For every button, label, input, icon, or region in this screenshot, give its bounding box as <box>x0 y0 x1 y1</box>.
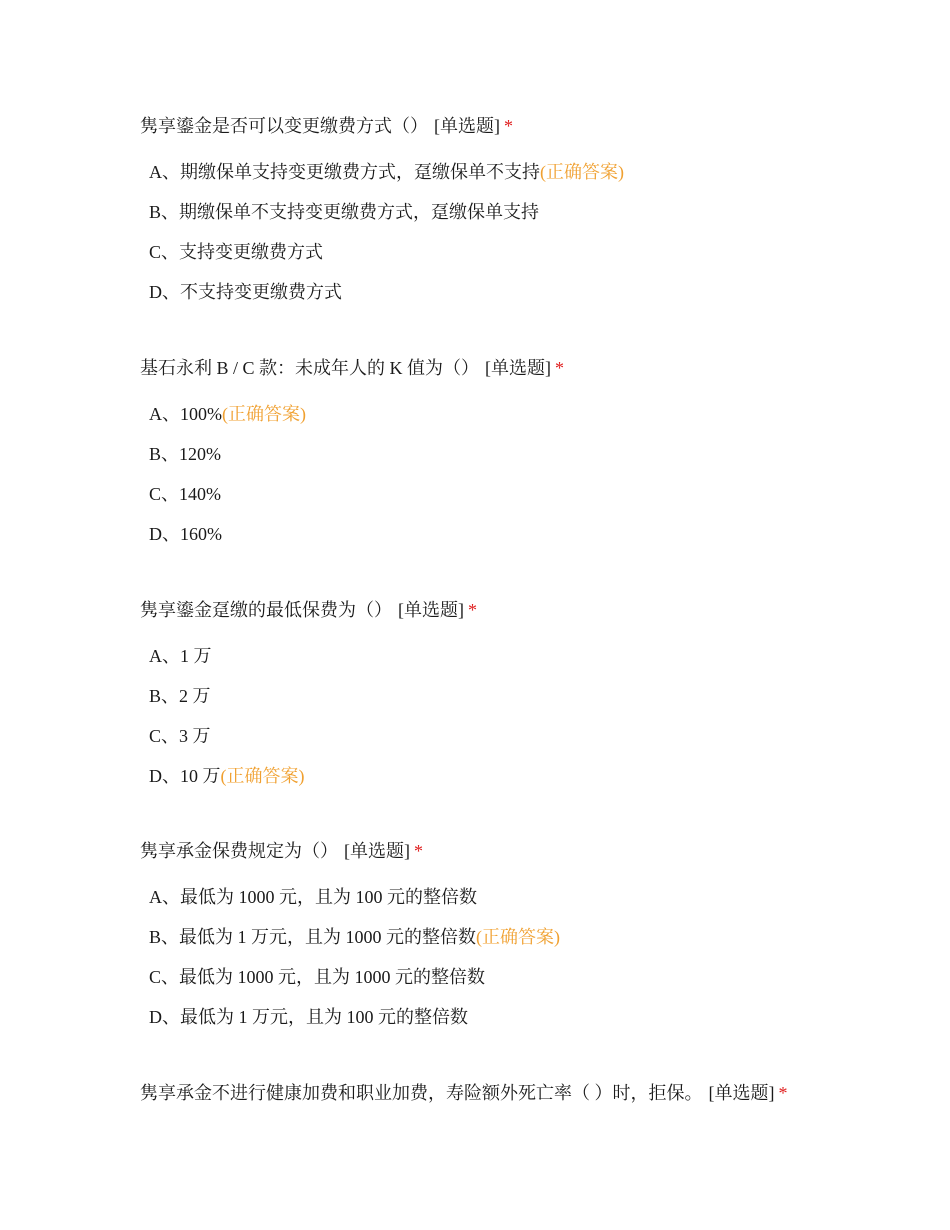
option-label: D、10 万 <box>149 766 221 786</box>
correct-answer-tag: (正确答案) <box>540 162 624 182</box>
option-label: B、2 万 <box>149 686 211 706</box>
question-text: 隽享承金保费规定为（） <box>140 841 338 861</box>
question-title <box>140 1081 920 1105</box>
option-a[interactable] <box>149 644 920 668</box>
required-marker: * <box>555 358 565 378</box>
question-type-badge: [单选题] <box>708 1083 775 1103</box>
question-type-badge: [单选题] <box>344 841 410 861</box>
required-marker: * <box>504 116 513 136</box>
option-c[interactable] <box>149 724 920 748</box>
option-d[interactable] <box>149 522 920 546</box>
option-c[interactable] <box>149 965 920 989</box>
question-text: 隽享鎏金是否可以变更缴费方式（） <box>140 116 428 136</box>
option-label: B、最低为 1 万元，且为 1000 元的整倍数 <box>149 927 477 947</box>
question-title <box>140 114 920 138</box>
option-label: C、支持变更缴费方式 <box>149 242 324 262</box>
option-label: A、期缴保单支持变更缴费方式，趸缴保单不支持 <box>149 162 540 182</box>
question-title <box>140 356 920 380</box>
option-label: C、最低为 1000 元，且为 1000 元的整倍数 <box>149 967 486 987</box>
option-list <box>140 402 920 546</box>
question-3 <box>140 598 920 804</box>
option-b[interactable] <box>149 200 920 224</box>
option-label: C、3 万 <box>149 726 211 746</box>
question-text: 隽享鎏金趸缴的最低保费为（） <box>140 600 392 620</box>
required-marker: * <box>468 600 477 620</box>
option-d[interactable] <box>149 764 920 788</box>
option-list <box>140 885 920 1029</box>
option-label: D、最低为 1 万元，且为 100 元的整倍数 <box>149 1007 468 1027</box>
question-text: 基石永利 B / C 款：未成年人的 K 值为（） <box>140 358 480 378</box>
option-a[interactable] <box>149 402 920 426</box>
question-title <box>140 598 920 622</box>
question-type-badge: [单选题] <box>398 600 464 620</box>
option-label: B、期缴保单不支持变更缴费方式，趸缴保单支持 <box>149 202 540 222</box>
question-2 <box>140 356 920 562</box>
option-label: D、不支持变更缴费方式 <box>149 282 342 302</box>
question-text: 隽享承金不进行健康加费和职业加费，寿险额外死亡率（ ）时，拒保。 <box>140 1083 703 1103</box>
option-list <box>140 160 920 304</box>
option-label: A、100% <box>149 404 222 424</box>
required-marker: * <box>414 841 423 861</box>
correct-answer-tag: (正确答案) <box>222 404 306 424</box>
required-marker: * <box>778 1083 788 1103</box>
option-b[interactable] <box>149 925 920 949</box>
option-label: C、140% <box>149 484 221 504</box>
question-type-badge: [单选题] <box>434 116 500 136</box>
question-title <box>140 839 920 863</box>
option-label: A、最低为 1000 元，且为 100 元的整倍数 <box>149 887 477 907</box>
option-list <box>140 644 920 788</box>
option-a[interactable] <box>149 885 920 909</box>
option-c[interactable] <box>149 240 920 264</box>
correct-answer-tag: (正确答案) <box>476 927 561 947</box>
option-label: A、1 万 <box>149 646 212 666</box>
question-1 <box>140 114 920 320</box>
option-b[interactable] <box>149 442 920 466</box>
question-5 <box>140 1081 920 1105</box>
correct-answer-tag: (正确答案) <box>220 766 305 786</box>
option-label: D、160% <box>149 524 222 544</box>
option-c[interactable] <box>149 482 920 506</box>
option-a[interactable] <box>149 160 920 184</box>
option-label: B、120% <box>149 444 221 464</box>
option-d[interactable] <box>149 1005 920 1029</box>
question-4 <box>140 839 920 1045</box>
option-d[interactable] <box>149 280 920 304</box>
question-type-badge: [单选题] <box>485 358 552 378</box>
option-b[interactable] <box>149 684 920 708</box>
